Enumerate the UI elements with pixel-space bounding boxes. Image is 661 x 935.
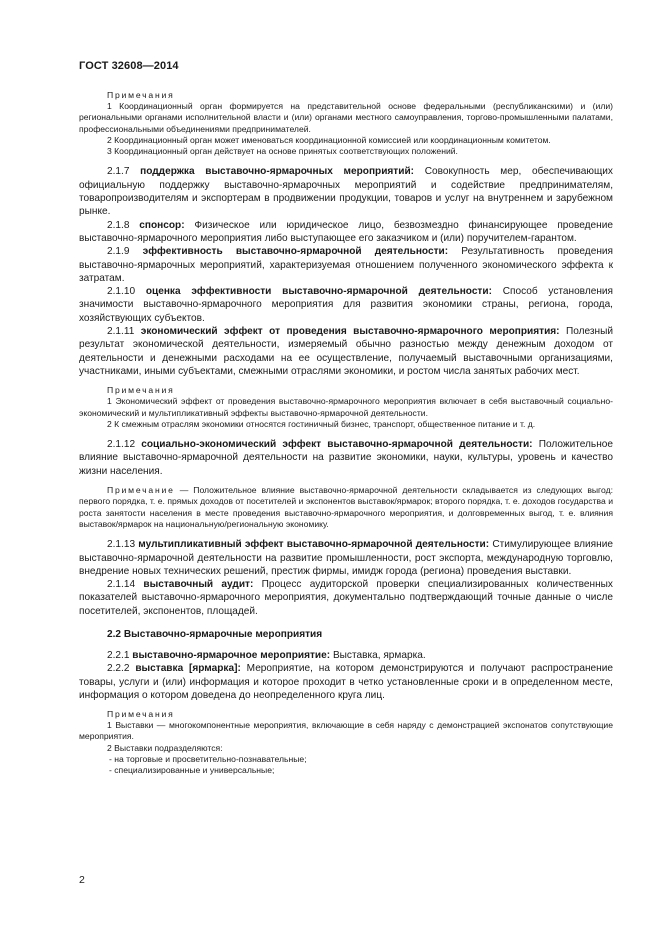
- term-name: экономический эффект от проведения выставочно-ярмарочного мероприятия:: [140, 326, 560, 338]
- term-number: 2.2.2: [107, 663, 130, 675]
- term-text: Выставка, ярмарка.: [332, 649, 426, 661]
- term-name: поддержка выставочно-ярмарочных мероприятий:: [140, 166, 415, 178]
- term-text: Стимулирующее влияние выставочно-ярмарочной деятельности на развитие промышленности, рост экспорта, международную торговлю, внедрение новых технических решений, престиж фирмы, имидж города (региона) проведения выставки.: [79, 539, 613, 577]
- note-text: 1 Координационный орган формируется на представительной основе федеральными (республиканскими) и (или) региональными органами исполнительной власти и (или) органами местного самоуправления, торгово-промышленными палатами, профессиональными объединениями предпринимателей.: [79, 101, 613, 134]
- term-number: 2.1.7: [107, 166, 130, 178]
- note-text: 1 Выставки — многокомпонентные мероприятия, включающие в себя наряду с демонстрацией экспонатов сопутствующие мероприятия.: [79, 720, 613, 742]
- term-definition: [79, 219, 613, 246]
- term-number: 2.1.12: [107, 439, 136, 451]
- term-text: Процесс аудиторской проверки специализированных количественных показателей выставочно-ярмарочного мероприятия, документально подтверждающий точные данные о числе посетителей, экспонентов, площадей.: [79, 579, 613, 617]
- term-definition: [79, 578, 613, 618]
- term-number: 2.1.10: [107, 286, 136, 298]
- term-definition: [79, 165, 613, 218]
- term-text: Физическое или юридическое лицо, безвозмездно финансирующее проведение выставочно-ярмарочного мероприятия либо выступающее его заказчиком и (или) поручителем-гарантом.: [79, 219, 613, 244]
- term-name: спонсор:: [139, 219, 185, 231]
- section-heading: 2.2 Выставочно-ярмарочные мероприятия: [107, 628, 323, 640]
- note-label: Примечание: [107, 485, 175, 496]
- term-name: оценка эффективности выставочно-ярмарочной деятельности:: [145, 286, 492, 298]
- note-text: 2 К смежным отраслям экономики относятся гостиничный бизнес, транспорт, общественное питание и т. д.: [107, 418, 536, 429]
- document-header: ГОСТ 32608—2014: [79, 60, 179, 72]
- note-text: 2 Координационный орган может именоваться координационной комиссией или координационным комитетом.: [107, 134, 551, 145]
- page-number: 2: [79, 874, 85, 886]
- term-text: Положительное влияние выставочно-ярмарочной деятельности на развитие экономики, науки, культуры, уровень и качество жизни населения.: [79, 439, 613, 477]
- term-definition: [79, 438, 613, 478]
- note-text: 1 Экономический эффект от проведения выставочно-ярмарочного мероприятия включает в себя выставочный социально-экономический и мультипликативный эффекты выставочно-ярмарочной деятельности.: [79, 396, 613, 418]
- note-heading: Примечания: [107, 90, 175, 100]
- term-definition: [79, 662, 613, 702]
- term-text: Полезный результат экономической деятельности, измеряемый обычно разностью между денежным доходом от деятельности и денежными расходами на ее осуществление, получаемый выставочными организациями, участниками, иными субъектами, смежными отраслями экономики, и ростом числа занятых рабочих мест.: [79, 326, 613, 377]
- term-definition: [79, 285, 613, 325]
- term-name: социально-экономический эффект выставочно-ярмарочной деятельности:: [141, 439, 533, 451]
- term-text: Мероприятие, на котором демонстрируются и получают распространение товары, услуги и (или) информация и которое проходит в четко установленные сроки и в определенном месте, информация о котором доведена до неопределенного круга лиц.: [79, 663, 613, 701]
- list-item: - на торговые и просветительно-познавательные;: [109, 754, 307, 765]
- term-name: эффективность выставочно-ярмарочной деятельности:: [142, 246, 449, 258]
- list-item: - специализированные и универсальные;: [109, 765, 275, 776]
- term-definition: [79, 649, 613, 662]
- term-text: Совокупность мер, обеспечивающих официальную поддержку выставочно-ярмарочных мероприятий и содействие предпринимателям, товаропроизводителям и экспортерам в продвижении продукции, товаров и услуг на внутреннем и зарубежном рынке.: [79, 166, 613, 218]
- term-number: 2.1.8: [107, 219, 130, 231]
- note-paragraph: [79, 485, 613, 530]
- term-number: 2.1.9: [107, 246, 130, 258]
- note-heading: Примечания: [107, 709, 175, 720]
- term-number: 2.2.1: [107, 649, 130, 661]
- term-number: 2.1.14: [107, 579, 136, 591]
- note-text: — Положительное влияние выставочно-ярмарочной деятельности складывается из следующих выгод: первого порядка, т. е. прямых доходов от посетителей и экспонентов выставок/ярмарок; второго порядка, т. е. доходов государства и роста занятости населения в месте проведения выставочно-ярмарочного мероприятия, и долговременных выгод, т. е. влияния выставок/ярмарок на национальную/региональную экономику.: [79, 485, 613, 529]
- note-heading: Примечания: [107, 385, 175, 396]
- term-name: выставочный аудит:: [143, 579, 254, 591]
- term-text: Способ установления значимости выставочно-ярмарочного мероприятия для развития экономики страны, региона, города, хозяйствующих субъектов.: [79, 286, 613, 324]
- term-definition: [79, 325, 613, 378]
- term-name: выставка [ярмарка]:: [135, 663, 241, 675]
- note-text: 2 Выставки подразделяются:: [107, 742, 223, 753]
- term-number: 2.1.13: [107, 539, 136, 551]
- note-text: 3 Координационный орган действует на основе принятых соответствующих положений.: [107, 146, 458, 157]
- term-definition: [79, 245, 613, 285]
- document-body: [79, 90, 613, 776]
- term-number: 2.1.11: [107, 326, 135, 338]
- term-text: Результативность проведения выставочно-ярмарочных мероприятий, характеризуемая отношением полученного экономического эффекта к затратам.: [79, 246, 613, 284]
- term-name: выставочно-ярмарочное мероприятие:: [132, 649, 331, 661]
- term-definition: [79, 538, 613, 578]
- term-name: мультипликативный эффект выставочно-ярмарочной деятельности:: [138, 539, 490, 551]
